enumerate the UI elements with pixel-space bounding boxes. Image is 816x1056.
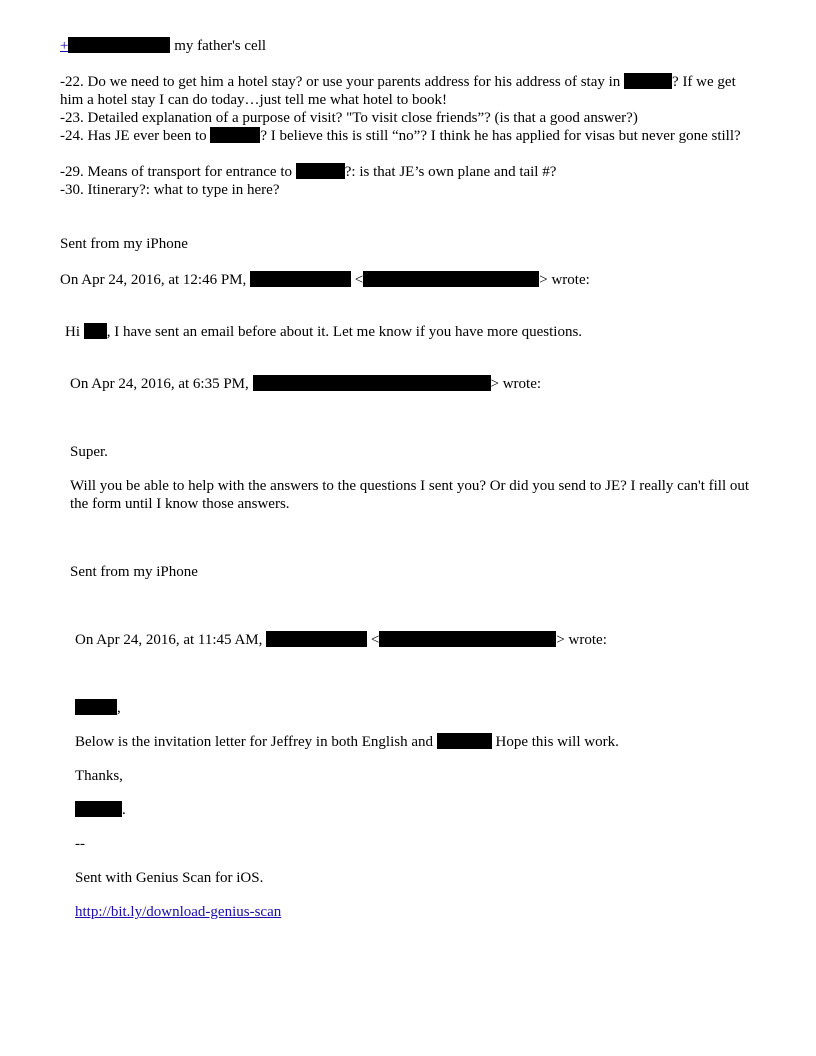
question-30 (60, 181, 280, 199)
body-text: , I have sent an email before about it. Let me know if you have more questions. (106, 324, 583, 340)
header-text: < (351, 272, 364, 288)
question-text: -22. Do we need to get him a hotel stay? or use your parents address for his address of stay in (60, 74, 625, 90)
quoted-header (75, 631, 607, 649)
redaction-block (84, 323, 107, 339)
greeting-line (75, 699, 121, 717)
header-text: > wrote: (490, 376, 542, 392)
question-23 (60, 109, 638, 127)
quoted-body: Super. (70, 444, 108, 460)
genius-scan-link[interactable]: http://bit.ly/download-genius-scan (75, 904, 282, 920)
body-text: Hope this will work. (491, 734, 619, 750)
signature-line: Sent from my iPhone (60, 236, 188, 252)
contact-line (60, 37, 266, 55)
header-text: On Apr 24, 2016, at 12:46 PM, (60, 272, 251, 288)
signoff-line (75, 801, 126, 819)
quoted-header (60, 271, 590, 289)
body-text: . (122, 802, 126, 818)
redaction-block (210, 127, 260, 143)
signature-line: Sent from my iPhone (70, 564, 198, 580)
redaction-block (75, 699, 117, 715)
genius-scan-line: Sent with Genius Scan for iOS. (75, 870, 264, 886)
thanks-line: Thanks, (75, 768, 123, 784)
redaction-block (296, 163, 345, 179)
redaction-block (253, 375, 491, 391)
redaction-block (363, 271, 539, 287)
body-text: Below is the invitation letter for Jeffrey in both English and (75, 734, 437, 750)
question-text: -29. Means of transport for entrance to (60, 164, 296, 180)
question-29 (60, 163, 556, 181)
signature-separator: -- (75, 836, 85, 852)
quoted-body: Will you be able to help with the answers to the questions I sent you? Or did you send to JE? I really can't fill out the form until I know those answers. (70, 478, 750, 512)
redaction-block (624, 73, 672, 89)
question-text: ? I believe this is still “no”? I think he has applied for visas but never gone still? (260, 128, 741, 144)
genius-scan-link-line (75, 903, 281, 921)
redaction-block (437, 733, 492, 749)
contact-line-text: my father's cell (170, 38, 267, 54)
redaction-block (266, 631, 367, 647)
redaction-block (75, 801, 122, 817)
question-text: ?: is that JE’s own plane and tail #? (344, 164, 557, 180)
quoted-header (70, 375, 541, 393)
redaction-block (250, 271, 351, 287)
body-text: , (117, 700, 121, 716)
header-text: On Apr 24, 2016, at 6:35 PM, (70, 376, 253, 392)
redaction-block (379, 631, 556, 647)
question-24 (60, 127, 760, 145)
phone-link[interactable]: + (60, 38, 69, 54)
header-text: > wrote: (539, 272, 590, 288)
redaction-block (68, 37, 170, 53)
body-text: Hi (65, 324, 84, 340)
quoted-body (65, 323, 582, 341)
question-text: ? If we get him a hotel stay I can do today…just tell me what hotel to book! (60, 74, 736, 108)
question-text: -30. Itinerary?: what to type in here? (60, 182, 280, 198)
header-text: < (367, 632, 380, 648)
question-text: -24. Has JE ever been to (60, 128, 211, 144)
header-text: > wrote: (556, 632, 607, 648)
header-text: On Apr 24, 2016, at 11:45 AM, (75, 632, 267, 648)
question-text: -23. Detailed explanation of a purpose of visit? "To visit close friends”? (is that a good answer?) (60, 110, 638, 126)
question-22 (60, 73, 760, 109)
quoted-body (75, 733, 619, 751)
